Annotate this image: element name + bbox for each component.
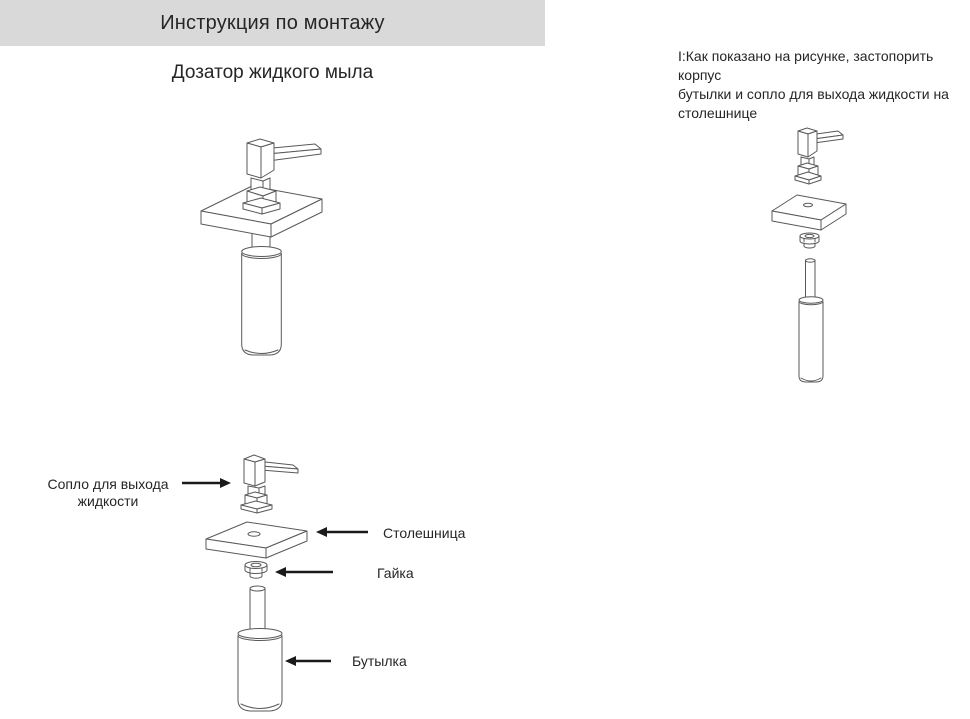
arrow-left-icon bbox=[316, 527, 368, 537]
exploded-figure-left bbox=[206, 455, 307, 711]
exploded-figure-right bbox=[772, 128, 846, 382]
label-nozzle-line: жидкости bbox=[77, 493, 139, 509]
label-countertop: Столешница bbox=[383, 525, 466, 541]
main-dispenser-figure bbox=[201, 139, 322, 355]
step-instruction-line: бутылки и сопло для выхода жидкости на bbox=[678, 86, 949, 102]
countertop-plate bbox=[206, 522, 307, 558]
dispenser-bottle bbox=[799, 297, 823, 382]
page-title: Инструкция по монтажу bbox=[160, 11, 385, 34]
label-bottle: Бутылка bbox=[352, 653, 407, 669]
nut bbox=[800, 233, 819, 248]
step-instruction-line: столешнице bbox=[678, 105, 758, 121]
document-subtitle: Дозатор жидкого мыла bbox=[171, 62, 374, 83]
arrow-right-icon bbox=[182, 478, 231, 488]
arrow-left-icon bbox=[275, 567, 333, 577]
dispenser-bottle bbox=[242, 247, 282, 356]
arrow-left-icon bbox=[285, 656, 331, 666]
dispenser-bottle bbox=[238, 629, 282, 712]
countertop-plate bbox=[772, 195, 846, 230]
label-nozzle bbox=[38, 476, 178, 510]
dispenser-tube bbox=[806, 259, 816, 299]
pump-head bbox=[795, 128, 843, 184]
dispenser-tube bbox=[250, 586, 265, 632]
step-instruction-line: I:Как показано на рисунке, застопорить корпус bbox=[678, 48, 934, 83]
nut bbox=[245, 562, 267, 579]
label-nozzle-line: Сопло для выхода bbox=[47, 476, 169, 492]
pump-head bbox=[241, 455, 298, 513]
label-nut: Гайка bbox=[377, 565, 414, 581]
